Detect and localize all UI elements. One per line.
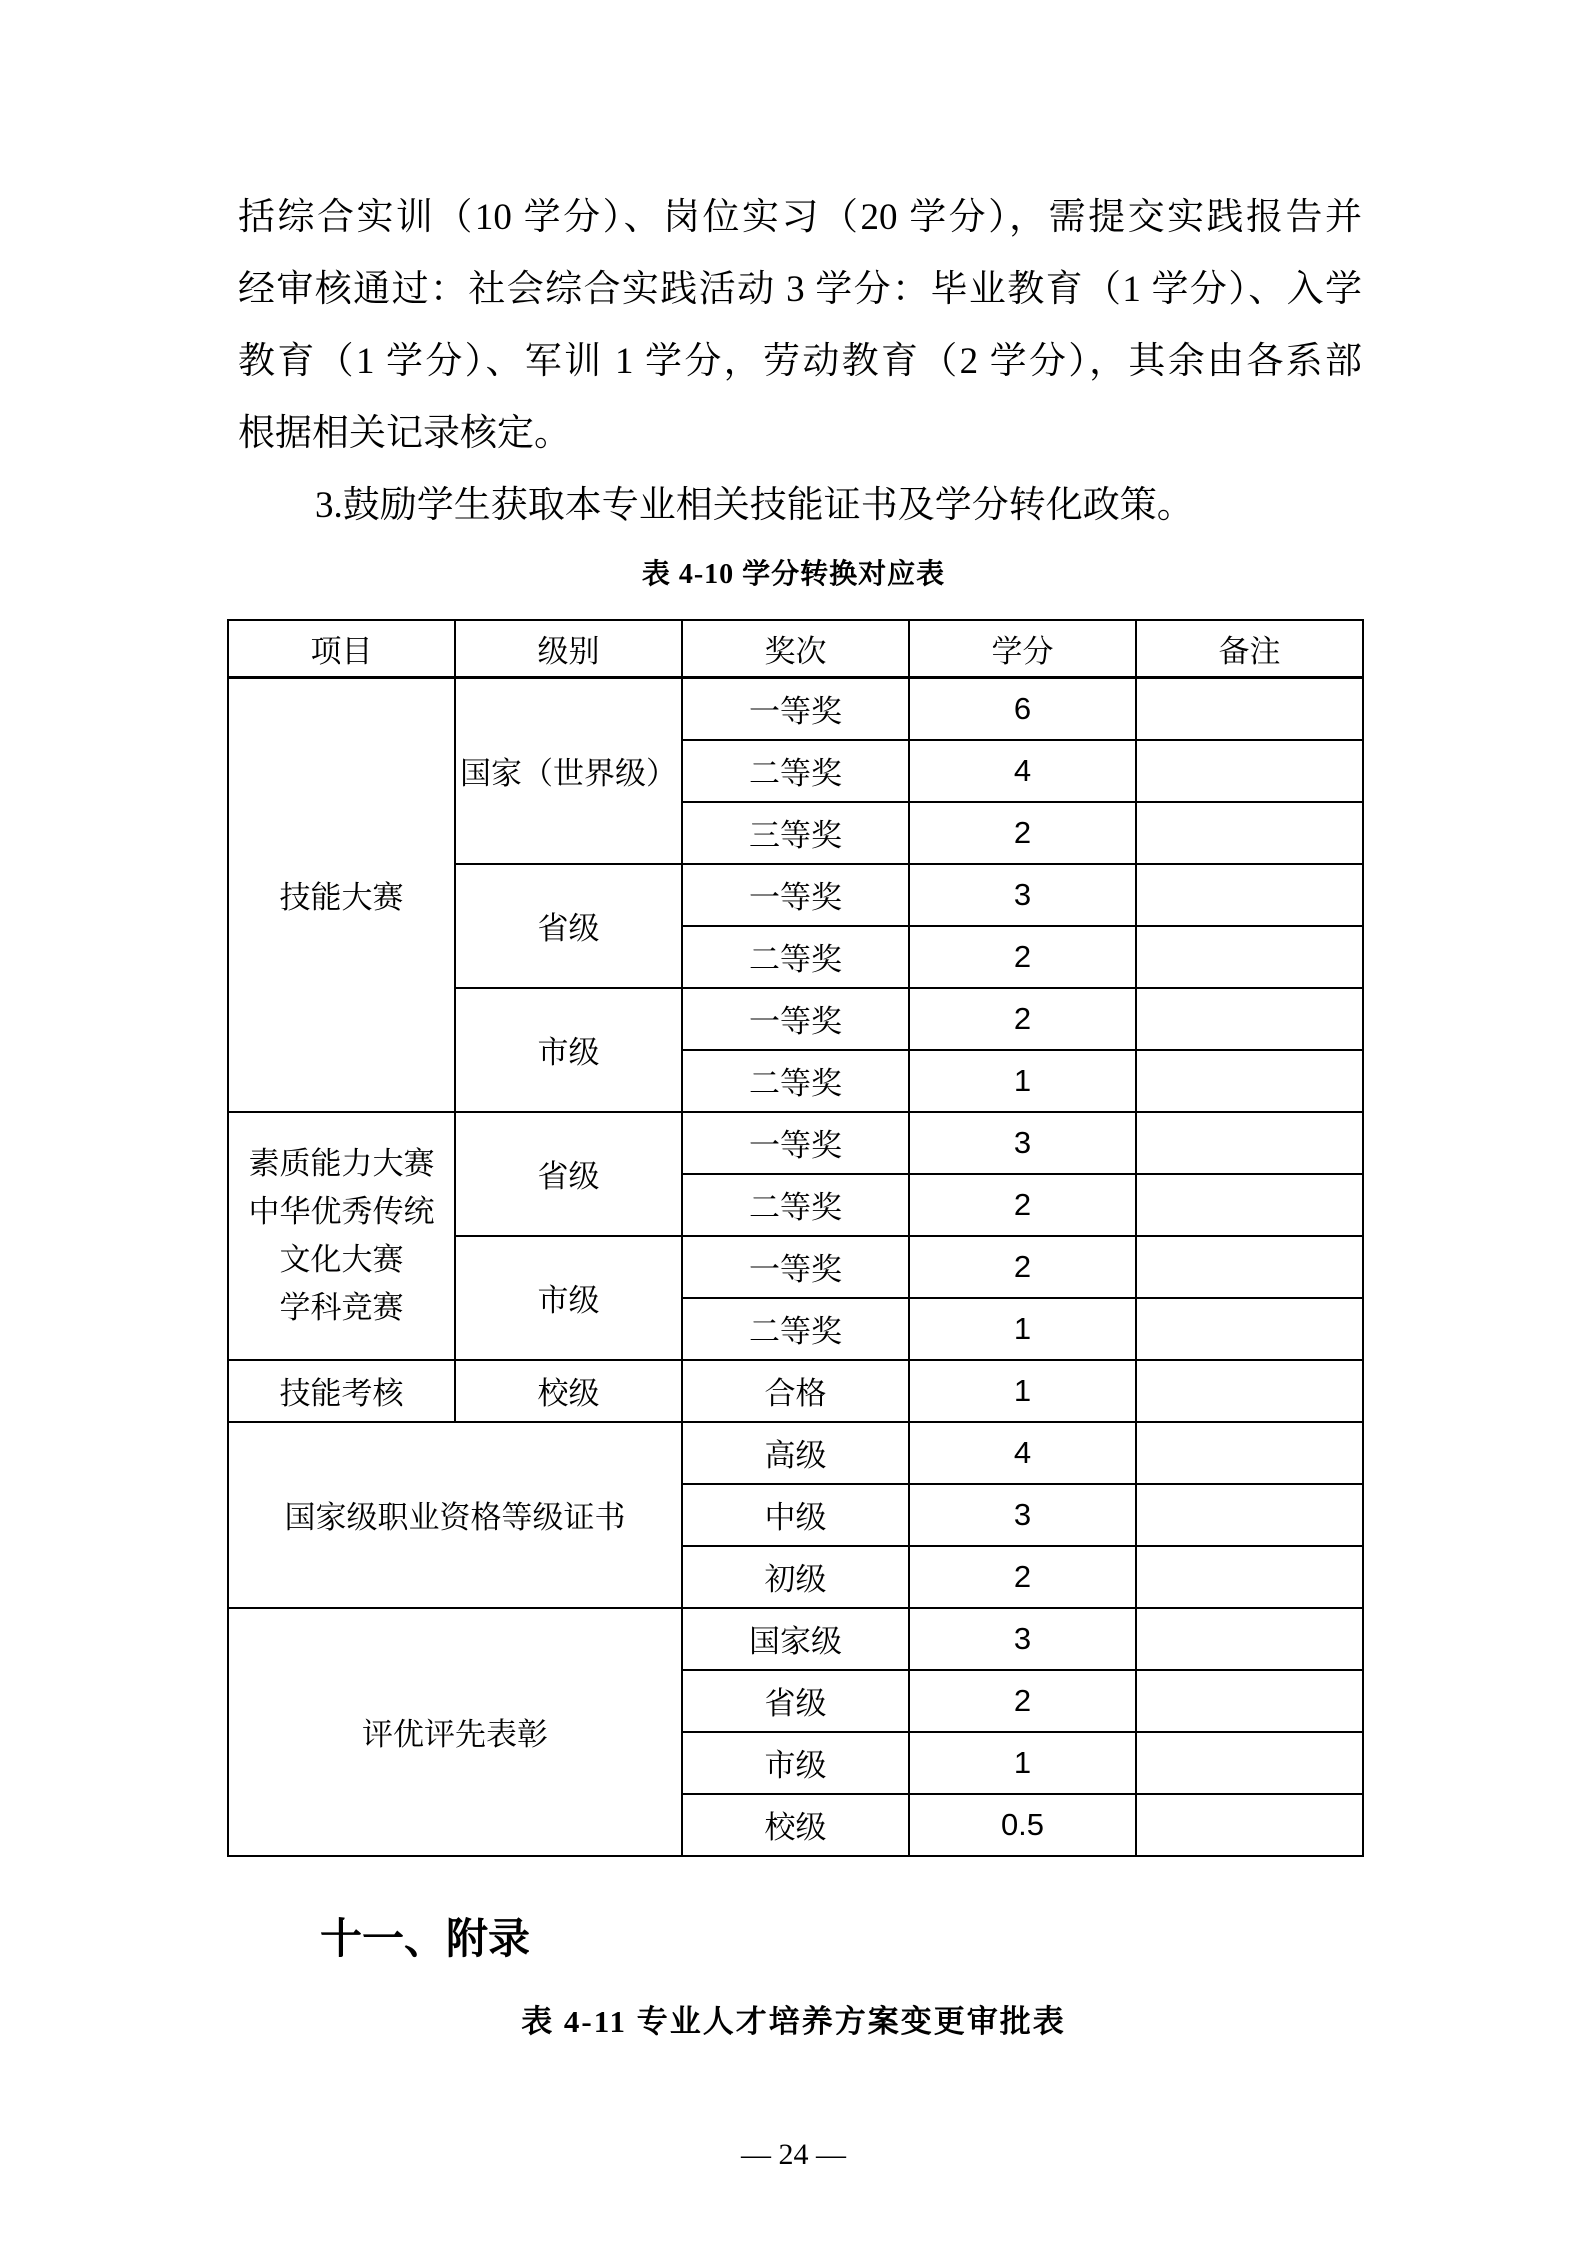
- level-cell: 国家（世界级）: [455, 678, 682, 864]
- award-cell: 一等奖: [682, 1236, 909, 1298]
- award-cell: 高级: [682, 1422, 909, 1484]
- paragraph-line: 括综合实训（10 学分）、岗位实习（20 学分），需提交实践报告并: [238, 197, 1362, 238]
- table-row: [228, 1360, 1363, 1422]
- table-row: [228, 1608, 1363, 1670]
- level-cell: 校级: [455, 1360, 682, 1422]
- col-header-credit: 学分: [909, 620, 1136, 678]
- note-cell: [1136, 740, 1363, 802]
- award-cell: 二等奖: [682, 1174, 909, 1236]
- credit-cell: 3: [909, 864, 1136, 926]
- note-cell: [1136, 1174, 1363, 1236]
- table-row: [228, 678, 1363, 740]
- award-cell: 三等奖: [682, 802, 909, 864]
- note-cell: [1136, 1298, 1363, 1360]
- note-cell: [1136, 1360, 1363, 1422]
- table-row: [228, 1422, 1363, 1484]
- level-cell: 市级: [455, 988, 682, 1112]
- credit-cell: 2: [909, 1236, 1136, 1298]
- col-header-level: 级别: [455, 620, 682, 678]
- award-cell: 二等奖: [682, 926, 909, 988]
- table-4-11-caption: 表 4-11 专业人才培养方案变更审批表: [521, 2004, 1066, 2039]
- credit-cell: 3: [909, 1484, 1136, 1546]
- note-cell: [1136, 1112, 1363, 1174]
- credit-cell: 1: [909, 1050, 1136, 1112]
- item-cell-skill-competition: 技能大赛: [228, 678, 455, 1112]
- note-cell: [1136, 1484, 1363, 1546]
- item-line: 学科竞赛: [279, 1289, 404, 1325]
- credit-cell: 0.5: [909, 1794, 1136, 1856]
- credit-cell: 2: [909, 1174, 1136, 1236]
- credit-cell: 6: [909, 678, 1136, 740]
- credit-cell: 1: [909, 1298, 1136, 1360]
- note-cell: [1136, 1732, 1363, 1794]
- award-cell: 一等奖: [682, 988, 909, 1050]
- award-cell: 校级: [682, 1794, 909, 1856]
- section-heading-appendix: 十一、附录: [320, 1914, 531, 1963]
- note-cell: [1136, 678, 1363, 740]
- item-cell-commendation: 评优评先表彰: [228, 1608, 682, 1856]
- note-cell: [1136, 802, 1363, 864]
- table-header-row: [228, 620, 1363, 678]
- col-header-item: 项目: [228, 620, 455, 678]
- paragraph-line: 经审核通过：社会综合实践活动 3 学分：毕业教育（1 学分）、入学: [238, 269, 1362, 310]
- award-cell: 市级: [682, 1732, 909, 1794]
- page-number: — 24 —: [741, 2138, 846, 2171]
- table-4-10-caption: 表 4-10 学分转换对应表: [641, 559, 946, 590]
- credit-cell: 3: [909, 1112, 1136, 1174]
- item-cell-national-certificate: 国家级职业资格等级证书: [228, 1422, 682, 1608]
- award-cell: 国家级: [682, 1608, 909, 1670]
- note-cell: [1136, 864, 1363, 926]
- credit-cell: 2: [909, 802, 1136, 864]
- award-cell: 二等奖: [682, 1298, 909, 1360]
- col-header-award: 奖次: [682, 620, 909, 678]
- note-cell: [1136, 988, 1363, 1050]
- credit-cell: 2: [909, 926, 1136, 988]
- note-cell: [1136, 1794, 1363, 1856]
- credit-cell: 4: [909, 1422, 1136, 1484]
- credit-cell: 2: [909, 988, 1136, 1050]
- award-cell: 一等奖: [682, 678, 909, 740]
- col-header-note: 备注: [1136, 620, 1363, 678]
- note-cell: [1136, 1546, 1363, 1608]
- credit-cell: 1: [909, 1732, 1136, 1794]
- note-cell: [1136, 1670, 1363, 1732]
- credit-cell: 4: [909, 740, 1136, 802]
- paragraph-line: 教育（1 学分）、军训 1 学分，劳动教育（2 学分），其余由各系部: [238, 341, 1362, 382]
- award-cell: 合格: [682, 1360, 909, 1422]
- credit-cell: 1: [909, 1360, 1136, 1422]
- award-cell: 中级: [682, 1484, 909, 1546]
- award-cell: 二等奖: [682, 1050, 909, 1112]
- paragraph-item-3: 3.鼓励学生获取本专业相关技能证书及学分转化政策。: [315, 485, 1194, 526]
- award-cell: 二等奖: [682, 740, 909, 802]
- award-cell: 省级: [682, 1670, 909, 1732]
- award-cell: 初级: [682, 1546, 909, 1608]
- note-cell: [1136, 1422, 1363, 1484]
- award-cell: 一等奖: [682, 1112, 909, 1174]
- note-cell: [1136, 926, 1363, 988]
- level-cell: 市级: [455, 1236, 682, 1360]
- item-line: 文化大赛: [279, 1241, 404, 1277]
- note-cell: [1136, 1050, 1363, 1112]
- credit-cell: 2: [909, 1670, 1136, 1732]
- item-line: 素质能力大赛: [248, 1145, 435, 1181]
- level-cell: 省级: [455, 864, 682, 988]
- note-cell: [1136, 1236, 1363, 1298]
- credit-conversion-table: [227, 619, 1364, 1857]
- credit-cell: 3: [909, 1608, 1136, 1670]
- item-line: 中华优秀传统: [248, 1193, 435, 1229]
- award-cell: 一等奖: [682, 864, 909, 926]
- credit-cell: 2: [909, 1546, 1136, 1608]
- note-cell: [1136, 1608, 1363, 1670]
- item-cell-skill-assessment: 技能考核: [228, 1360, 455, 1422]
- paragraph-line: 根据相关记录核定。: [238, 413, 571, 454]
- level-cell: 省级: [455, 1112, 682, 1236]
- body-paragraph: [238, 182, 1362, 542]
- table-row: [228, 1112, 1363, 1174]
- item-cell-quality-competition: [228, 1112, 455, 1360]
